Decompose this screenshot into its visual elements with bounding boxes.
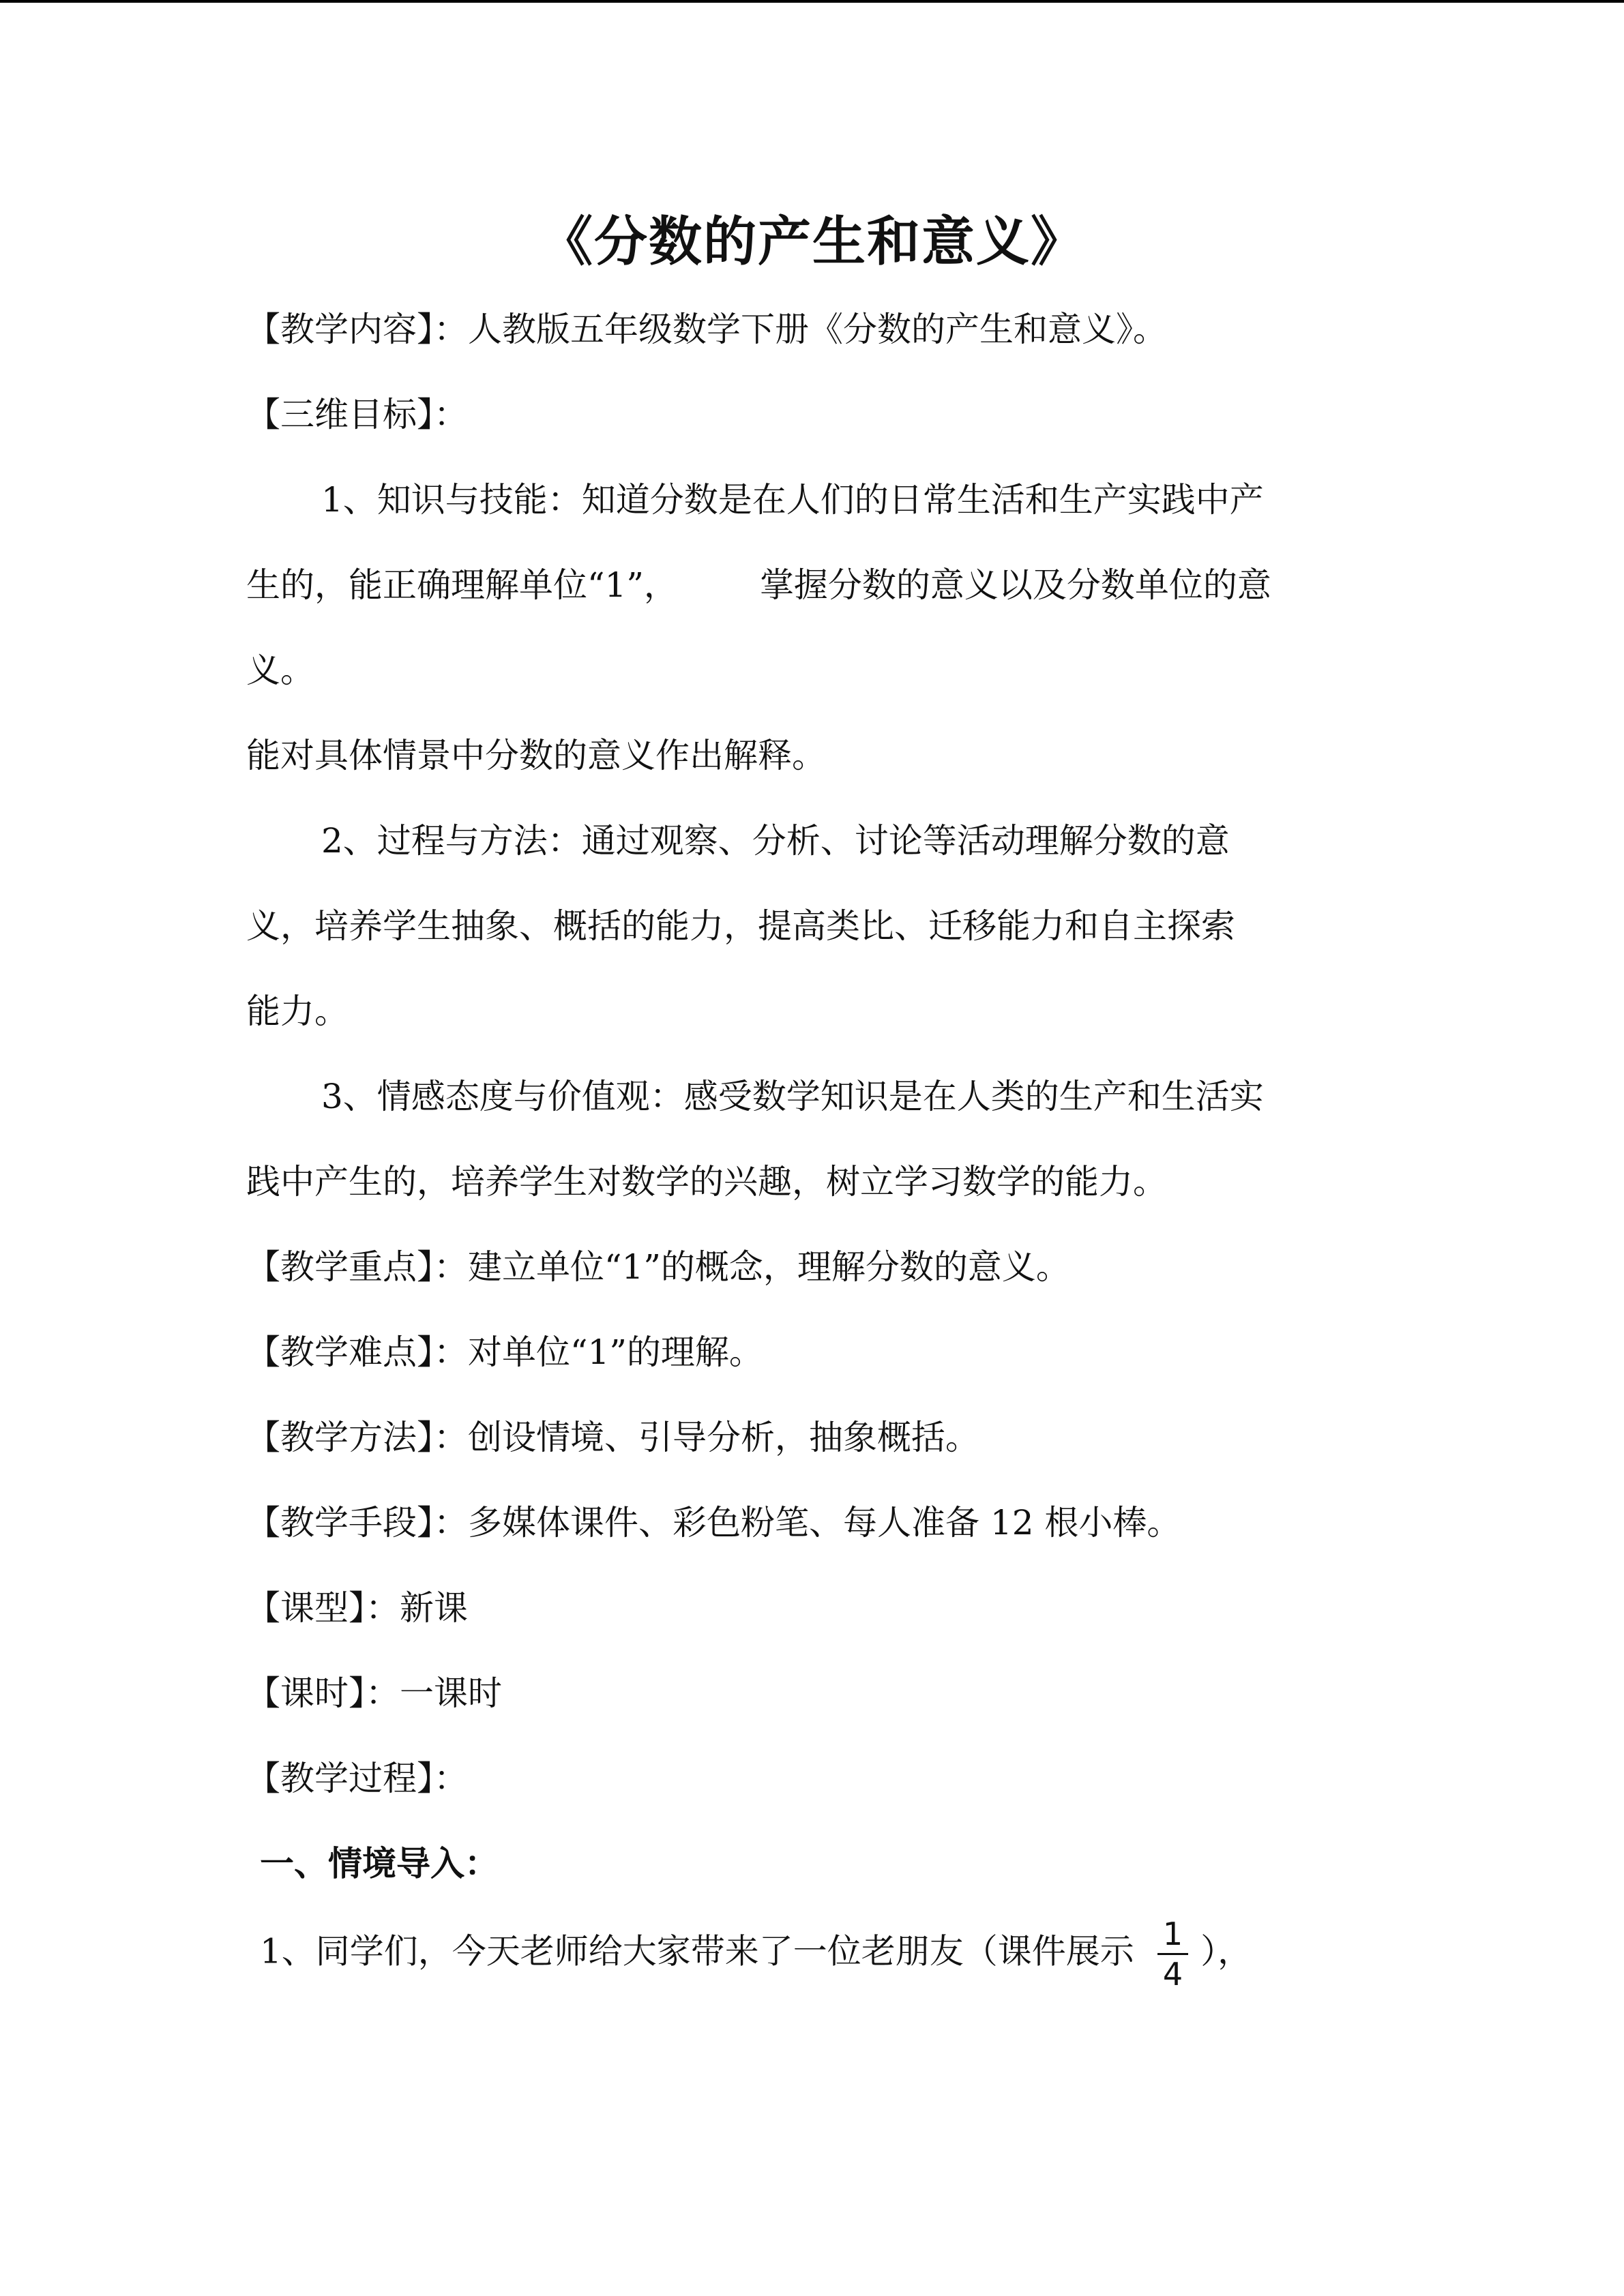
goal1-line2-part2: 掌握分数的意义以及分数单位的意	[759, 565, 1271, 605]
fraction-one-quarter	[1157, 1915, 1188, 1993]
goal1-line3: 义。	[246, 651, 314, 690]
intro-text: 1、同学们，今天老师给大家带来了一位老朋友（课件展示	[260, 1931, 1134, 1971]
teaching-method: 【教学方法】：创设情境、引导分析，抽象概括。	[246, 1418, 979, 1457]
teaching-means: 【教学手段】：多媒体课件、彩色粉笔、每人准备 12 根小棒。	[246, 1503, 1181, 1542]
fraction-numerator: 1	[1157, 1915, 1188, 1955]
fraction-denominator: 4	[1162, 1956, 1183, 1993]
goal3-line1: 3、情感态度与价值观：感受数学知识是在人类的生产和生活实	[321, 1077, 1264, 1116]
lesson-type: 【课型】：新课	[246, 1588, 468, 1628]
key-point: 【教学重点】：建立单位“1”的概念，理解分数的意义。	[246, 1247, 1070, 1287]
goal1-line2-part1: 生的，能正确理解单位“1”，	[246, 565, 678, 605]
goal2-line2: 义，培养学生抽象、概括的能力，提高类比、迁移能力和自主探索	[246, 906, 1235, 946]
section-heading-intro: 一、情境导入：	[260, 1843, 499, 1883]
goal2-line3: 能力。	[246, 992, 349, 1031]
intro-tail: ），	[1200, 1931, 1252, 1971]
teaching-content: 【教学内容】：人教版五年级数学下册《分数的产生和意义》。	[246, 310, 1167, 349]
document-title: 《分数的产生和意义》	[539, 211, 1085, 273]
goal2-line1: 2、过程与方法：通过观察、分析、讨论等活动理解分数的意	[321, 821, 1230, 861]
goal1-line1: 1、知识与技能：知道分数是在人们的日常生活和生产实践中产	[321, 480, 1264, 520]
lesson-time: 【课时】：一课时	[246, 1673, 502, 1713]
intro-paragraph	[246, 1915, 1392, 1993]
difficulty: 【教学难点】：对单位“1”的理解。	[246, 1332, 763, 1372]
goal3-line2: 践中产生的，培养学生对数学的兴趣，树立学习数学的能力。	[246, 1162, 1167, 1202]
goal1-line2	[246, 559, 1378, 611]
objectives-heading: 【三维目标】：	[246, 395, 468, 434]
goal1-line4: 能对具体情景中分数的意义作出解释。	[246, 736, 826, 775]
process-heading: 【教学过程】：	[246, 1759, 468, 1798]
top-border-line	[0, 0, 1624, 3]
